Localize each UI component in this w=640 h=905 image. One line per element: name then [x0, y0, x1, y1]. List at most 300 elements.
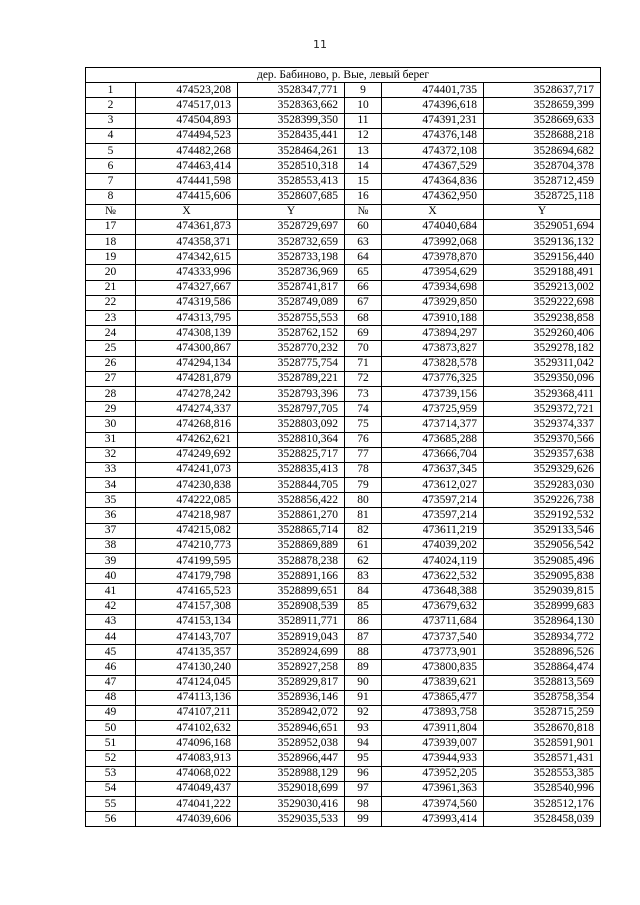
x-coordinate-cell: 473993,414 [382, 812, 484, 827]
y-coordinate-cell: 3528729,697 [238, 219, 345, 234]
x-coordinate-cell: 473622,532 [382, 569, 484, 584]
x-coordinate-cell: 473648,388 [382, 584, 484, 599]
point-number-cell: 40 [86, 569, 136, 584]
point-number-cell: 21 [86, 280, 136, 295]
table-row [86, 766, 601, 781]
table-row [86, 98, 601, 113]
x-coordinate-cell: 474441,598 [136, 174, 238, 189]
x-coordinate-cell: 474113,136 [136, 690, 238, 705]
table-row [86, 538, 601, 553]
y-coordinate-cell: 3528864,474 [484, 660, 601, 675]
x-coordinate-cell: 473679,632 [382, 599, 484, 614]
point-number-cell: 10 [345, 98, 382, 113]
x-coordinate-cell: 474517,013 [136, 98, 238, 113]
y-coordinate-cell: 3528891,166 [238, 569, 345, 584]
table-row [86, 599, 601, 614]
x-coordinate-cell: 474313,795 [136, 311, 238, 326]
y-coordinate-cell: 3529283,030 [484, 478, 601, 493]
coordinates-table [85, 67, 601, 827]
point-number-cell: 98 [345, 797, 382, 812]
table-row [86, 159, 601, 174]
point-number-cell: 42 [86, 599, 136, 614]
table-row [86, 812, 601, 827]
y-coordinate-cell: 3528919,043 [238, 629, 345, 644]
y-coordinate-cell: 3528712,459 [484, 174, 601, 189]
x-coordinate-cell: 474039,202 [382, 538, 484, 553]
point-number-cell: 3 [86, 113, 136, 128]
y-coordinate-cell: 3529374,337 [484, 417, 601, 432]
x-coordinate-cell: 474165,523 [136, 584, 238, 599]
point-number-cell: 46 [86, 660, 136, 675]
x-coordinate-cell: 474327,667 [136, 280, 238, 295]
point-number-cell: 79 [345, 478, 382, 493]
y-coordinate-cell: 3529368,411 [484, 386, 601, 401]
x-coordinate-cell: 474215,082 [136, 523, 238, 538]
y-coordinate-cell: 3528704,378 [484, 159, 601, 174]
y-coordinate-cell: 3528835,413 [238, 462, 345, 477]
table-row [86, 386, 601, 401]
point-number-cell: 34 [86, 478, 136, 493]
x-coordinate-cell: 474218,987 [136, 508, 238, 523]
table-row [86, 356, 601, 371]
point-number-cell: 28 [86, 386, 136, 401]
y-coordinate-cell: 3529039,815 [484, 584, 601, 599]
x-coordinate-cell: 474294,134 [136, 356, 238, 371]
y-coordinate-cell: 3529260,406 [484, 326, 601, 341]
x-coordinate-cell: 474102,632 [136, 721, 238, 736]
point-number-cell: 65 [345, 265, 382, 280]
y-coordinate-cell: 3528435,441 [238, 128, 345, 143]
table-row [86, 584, 601, 599]
point-number-cell: 94 [345, 736, 382, 751]
point-number-cell: 12 [345, 128, 382, 143]
table-row [86, 523, 601, 538]
y-coordinate-cell: 3528659,399 [484, 98, 601, 113]
point-number-cell: 69 [345, 326, 382, 341]
x-coordinate-cell: 473611,219 [382, 523, 484, 538]
x-coordinate-cell: 474143,707 [136, 629, 238, 644]
y-coordinate-cell: 3529156,440 [484, 250, 601, 265]
x-coordinate-cell: 473711,684 [382, 614, 484, 629]
y-coordinate-cell: 3528964,130 [484, 614, 601, 629]
table-row [86, 402, 601, 417]
x-coordinate-cell: 474268,816 [136, 417, 238, 432]
y-coordinate-cell: 3528936,146 [238, 690, 345, 705]
table-row [86, 447, 601, 462]
y-coordinate-cell: 3528966,447 [238, 751, 345, 766]
y-coordinate-cell: 3528924,699 [238, 645, 345, 660]
point-number-cell: 88 [345, 645, 382, 660]
point-number-cell: 35 [86, 493, 136, 508]
y-coordinate-cell: 3528749,089 [238, 295, 345, 310]
x-coordinate-cell: 474199,595 [136, 554, 238, 569]
x-coordinate-cell: 473597,214 [382, 493, 484, 508]
point-number-cell: 95 [345, 751, 382, 766]
point-number-cell: 49 [86, 705, 136, 720]
table-row [86, 143, 601, 158]
table-row [86, 736, 601, 751]
table-row [86, 219, 601, 234]
point-number-cell: 37 [86, 523, 136, 538]
y-coordinate-cell: 3528363,662 [238, 98, 345, 113]
y-coordinate-cell: 3528865,714 [238, 523, 345, 538]
point-number-cell: 68 [345, 311, 382, 326]
point-number-cell: 64 [345, 250, 382, 265]
x-coordinate-cell: 473865,477 [382, 690, 484, 705]
table-row [86, 705, 601, 720]
y-coordinate-cell: 3528952,038 [238, 736, 345, 751]
x-coordinate-cell: 474415,606 [136, 189, 238, 204]
y-coordinate-cell: 3528825,717 [238, 447, 345, 462]
x-coordinate-cell: 474130,240 [136, 660, 238, 675]
y-coordinate-cell: 3528510,318 [238, 159, 345, 174]
point-number-cell: 25 [86, 341, 136, 356]
point-number-cell: 86 [345, 614, 382, 629]
point-number-cell: 45 [86, 645, 136, 660]
x-coordinate-cell: 474300,867 [136, 341, 238, 356]
x-coordinate-cell: 474319,586 [136, 295, 238, 310]
x-coordinate-cell: 474153,134 [136, 614, 238, 629]
x-coordinate-cell: 474083,913 [136, 751, 238, 766]
y-coordinate-cell: 3529311,042 [484, 356, 601, 371]
y-coordinate-cell: 3529213,002 [484, 280, 601, 295]
y-coordinate-cell: 3528878,238 [238, 554, 345, 569]
point-number-cell: 43 [86, 614, 136, 629]
point-number-cell: 52 [86, 751, 136, 766]
point-number-cell: 62 [345, 554, 382, 569]
x-coordinate-cell: 474523,208 [136, 83, 238, 98]
y-coordinate-cell: 3528670,818 [484, 721, 601, 736]
x-coordinate-cell: 473597,214 [382, 508, 484, 523]
point-number-cell: 50 [86, 721, 136, 736]
y-coordinate-cell: 3529018,699 [238, 781, 345, 796]
table-row [86, 311, 601, 326]
x-coordinate-cell: 473894,297 [382, 326, 484, 341]
x-coordinate-cell: 474124,045 [136, 675, 238, 690]
x-coordinate-cell: 473685,288 [382, 432, 484, 447]
table-title-row [86, 68, 601, 83]
y-coordinate-cell: 3528553,413 [238, 174, 345, 189]
y-coordinate-cell: 3529329,626 [484, 462, 601, 477]
x-coordinate-cell: 473828,578 [382, 356, 484, 371]
x-coordinate-cell: 474040,684 [382, 219, 484, 234]
y-coordinate-cell: 3528715,259 [484, 705, 601, 720]
x-coordinate-cell: 473911,804 [382, 721, 484, 736]
y-coordinate-cell: 3529051,694 [484, 219, 601, 234]
point-number-cell: 93 [345, 721, 382, 736]
x-coordinate-cell: 474361,873 [136, 219, 238, 234]
point-number-cell: 83 [345, 569, 382, 584]
table-row [86, 493, 601, 508]
point-number-cell: 92 [345, 705, 382, 720]
y-coordinate-cell: 3528399,350 [238, 113, 345, 128]
table-row [86, 629, 601, 644]
column-header: Y [484, 204, 601, 219]
point-number-cell: 90 [345, 675, 382, 690]
y-coordinate-cell: 3528458,039 [484, 812, 601, 827]
point-number-cell: 63 [345, 235, 382, 250]
y-coordinate-cell: 3528512,176 [484, 797, 601, 812]
x-coordinate-cell: 474333,996 [136, 265, 238, 280]
x-coordinate-cell: 474391,231 [382, 113, 484, 128]
y-coordinate-cell: 3528637,717 [484, 83, 601, 98]
x-coordinate-cell: 473725,959 [382, 402, 484, 417]
table-row [86, 189, 601, 204]
table-row [86, 797, 601, 812]
x-coordinate-cell: 474049,437 [136, 781, 238, 796]
table-row [86, 128, 601, 143]
point-number-cell: 73 [345, 386, 382, 401]
point-number-cell: 99 [345, 812, 382, 827]
column-header: Y [238, 204, 345, 219]
table-row [86, 113, 601, 128]
y-coordinate-cell: 3528553,385 [484, 766, 601, 781]
x-coordinate-cell: 474362,950 [382, 189, 484, 204]
y-coordinate-cell: 3529035,533 [238, 812, 345, 827]
point-number-cell: 17 [86, 219, 136, 234]
x-coordinate-cell: 473666,704 [382, 447, 484, 462]
x-coordinate-cell: 473873,827 [382, 341, 484, 356]
point-number-cell: 97 [345, 781, 382, 796]
table-row [86, 280, 601, 295]
y-coordinate-cell: 3528607,685 [238, 189, 345, 204]
x-coordinate-cell: 473992,068 [382, 235, 484, 250]
y-coordinate-cell: 3528789,221 [238, 371, 345, 386]
y-coordinate-cell: 3528988,129 [238, 766, 345, 781]
y-coordinate-cell: 3528694,682 [484, 143, 601, 158]
x-coordinate-cell: 473637,345 [382, 462, 484, 477]
point-number-cell: 8 [86, 189, 136, 204]
table-title: дер. Бабиново, р. Вые, левый берег [86, 68, 601, 83]
x-coordinate-cell: 473978,870 [382, 250, 484, 265]
x-coordinate-cell: 473737,540 [382, 629, 484, 644]
y-coordinate-cell: 3529133,546 [484, 523, 601, 538]
point-number-cell: 31 [86, 432, 136, 447]
y-coordinate-cell: 3528856,422 [238, 493, 345, 508]
point-number-cell: 27 [86, 371, 136, 386]
point-number-cell: 36 [86, 508, 136, 523]
y-coordinate-cell: 3528540,996 [484, 781, 601, 796]
point-number-cell: 78 [345, 462, 382, 477]
point-number-cell: 85 [345, 599, 382, 614]
x-coordinate-cell: 474482,268 [136, 143, 238, 158]
x-coordinate-cell: 474135,357 [136, 645, 238, 660]
y-coordinate-cell: 3529136,132 [484, 235, 601, 250]
x-coordinate-cell: 473739,156 [382, 386, 484, 401]
point-number-cell: 33 [86, 462, 136, 477]
x-coordinate-cell: 474096,168 [136, 736, 238, 751]
table-row [86, 614, 601, 629]
y-coordinate-cell: 3528908,539 [238, 599, 345, 614]
y-coordinate-cell: 3528899,651 [238, 584, 345, 599]
point-number-cell: 29 [86, 402, 136, 417]
x-coordinate-cell: 474179,798 [136, 569, 238, 584]
point-number-cell: 75 [345, 417, 382, 432]
x-coordinate-cell: 474364,836 [382, 174, 484, 189]
y-coordinate-cell: 3529188,491 [484, 265, 601, 280]
table-row [86, 690, 601, 705]
point-number-cell: 20 [86, 265, 136, 280]
table-row [86, 235, 601, 250]
y-coordinate-cell: 3529278,182 [484, 341, 601, 356]
x-coordinate-cell: 473839,621 [382, 675, 484, 690]
y-coordinate-cell: 3529192,532 [484, 508, 601, 523]
x-coordinate-cell: 474401,735 [382, 83, 484, 98]
column-header: X [382, 204, 484, 219]
x-coordinate-cell: 473961,363 [382, 781, 484, 796]
table-row [86, 250, 601, 265]
point-number-cell: 23 [86, 311, 136, 326]
table-row [86, 781, 601, 796]
y-coordinate-cell: 3528755,553 [238, 311, 345, 326]
table-row [86, 341, 601, 356]
table-row [86, 478, 601, 493]
point-number-cell: 9 [345, 83, 382, 98]
point-number-cell: 61 [345, 538, 382, 553]
y-coordinate-cell: 3528725,118 [484, 189, 601, 204]
point-number-cell: 81 [345, 508, 382, 523]
point-number-cell: 87 [345, 629, 382, 644]
point-number-cell: 19 [86, 250, 136, 265]
table-row [86, 295, 601, 310]
y-coordinate-cell: 3528927,258 [238, 660, 345, 675]
point-number-cell: 4 [86, 128, 136, 143]
y-coordinate-cell: 3528946,651 [238, 721, 345, 736]
x-coordinate-cell: 474107,211 [136, 705, 238, 720]
point-number-cell: 66 [345, 280, 382, 295]
x-coordinate-cell: 473776,325 [382, 371, 484, 386]
y-coordinate-cell: 3529226,738 [484, 493, 601, 508]
x-coordinate-cell: 474274,337 [136, 402, 238, 417]
y-coordinate-cell: 3528758,354 [484, 690, 601, 705]
x-coordinate-cell: 474041,222 [136, 797, 238, 812]
x-coordinate-cell: 473893,758 [382, 705, 484, 720]
point-number-cell: 24 [86, 326, 136, 341]
point-number-cell: 44 [86, 629, 136, 644]
x-coordinate-cell: 474342,615 [136, 250, 238, 265]
y-coordinate-cell: 3528911,771 [238, 614, 345, 629]
x-coordinate-cell: 473974,560 [382, 797, 484, 812]
column-header: № [345, 204, 382, 219]
table-row [86, 554, 601, 569]
point-number-cell: 82 [345, 523, 382, 538]
table-row [86, 371, 601, 386]
x-coordinate-cell: 473714,377 [382, 417, 484, 432]
point-number-cell: 53 [86, 766, 136, 781]
x-coordinate-cell: 473612,027 [382, 478, 484, 493]
y-coordinate-cell: 3528813,569 [484, 675, 601, 690]
point-number-cell: 5 [86, 143, 136, 158]
y-coordinate-cell: 3529085,496 [484, 554, 601, 569]
y-coordinate-cell: 3528999,683 [484, 599, 601, 614]
point-number-cell: 22 [86, 295, 136, 310]
point-number-cell: 32 [86, 447, 136, 462]
x-coordinate-cell: 473939,007 [382, 736, 484, 751]
y-coordinate-cell: 3528733,198 [238, 250, 345, 265]
point-number-cell: 56 [86, 812, 136, 827]
point-number-cell: 1 [86, 83, 136, 98]
table-row [86, 508, 601, 523]
point-number-cell: 47 [86, 675, 136, 690]
x-coordinate-cell: 473929,850 [382, 295, 484, 310]
point-number-cell: 76 [345, 432, 382, 447]
y-coordinate-cell: 3528732,659 [238, 235, 345, 250]
point-number-cell: 80 [345, 493, 382, 508]
point-number-cell: 11 [345, 113, 382, 128]
y-coordinate-cell: 3529238,858 [484, 311, 601, 326]
point-number-cell: 91 [345, 690, 382, 705]
point-number-cell: 55 [86, 797, 136, 812]
x-coordinate-cell: 474241,073 [136, 462, 238, 477]
y-coordinate-cell: 3528736,969 [238, 265, 345, 280]
point-number-cell: 70 [345, 341, 382, 356]
y-coordinate-cell: 3528793,396 [238, 386, 345, 401]
table-row [86, 660, 601, 675]
table-row [86, 751, 601, 766]
point-number-cell: 89 [345, 660, 382, 675]
point-number-cell: 16 [345, 189, 382, 204]
table-row [86, 721, 601, 736]
table-row [86, 326, 601, 341]
x-coordinate-cell: 474157,308 [136, 599, 238, 614]
y-coordinate-cell: 3528844,705 [238, 478, 345, 493]
y-coordinate-cell: 3528762,152 [238, 326, 345, 341]
point-number-cell: 77 [345, 447, 382, 462]
y-coordinate-cell: 3528464,261 [238, 143, 345, 158]
x-coordinate-cell: 473910,188 [382, 311, 484, 326]
x-coordinate-cell: 473800,835 [382, 660, 484, 675]
point-number-cell: 71 [345, 356, 382, 371]
y-coordinate-cell: 3529357,638 [484, 447, 601, 462]
table-row [86, 174, 601, 189]
point-number-cell: 14 [345, 159, 382, 174]
y-coordinate-cell: 3528347,771 [238, 83, 345, 98]
y-coordinate-cell: 3528810,364 [238, 432, 345, 447]
y-coordinate-cell: 3528803,092 [238, 417, 345, 432]
y-coordinate-cell: 3528770,232 [238, 341, 345, 356]
x-coordinate-cell: 473952,205 [382, 766, 484, 781]
y-coordinate-cell: 3528861,270 [238, 508, 345, 523]
y-coordinate-cell: 3528688,218 [484, 128, 601, 143]
table-header-row [86, 204, 601, 219]
y-coordinate-cell: 3528669,633 [484, 113, 601, 128]
y-coordinate-cell: 3528934,772 [484, 629, 601, 644]
y-coordinate-cell: 3528775,754 [238, 356, 345, 371]
x-coordinate-cell: 474262,621 [136, 432, 238, 447]
point-number-cell: 38 [86, 538, 136, 553]
y-coordinate-cell: 3529030,416 [238, 797, 345, 812]
table-row [86, 462, 601, 477]
table-row [86, 265, 601, 280]
x-coordinate-cell: 473954,629 [382, 265, 484, 280]
point-number-cell: 13 [345, 143, 382, 158]
point-number-cell: 41 [86, 584, 136, 599]
point-number-cell: 15 [345, 174, 382, 189]
point-number-cell: 26 [86, 356, 136, 371]
y-coordinate-cell: 3528942,072 [238, 705, 345, 720]
x-coordinate-cell: 474396,618 [382, 98, 484, 113]
x-coordinate-cell: 474463,414 [136, 159, 238, 174]
table-row [86, 569, 601, 584]
y-coordinate-cell: 3528571,431 [484, 751, 601, 766]
x-coordinate-cell: 474372,108 [382, 143, 484, 158]
x-coordinate-cell: 474504,893 [136, 113, 238, 128]
x-coordinate-cell: 474308,139 [136, 326, 238, 341]
page-number: 11 [313, 38, 327, 51]
column-header: X [136, 204, 238, 219]
point-number-cell: 48 [86, 690, 136, 705]
y-coordinate-cell: 3529372,721 [484, 402, 601, 417]
